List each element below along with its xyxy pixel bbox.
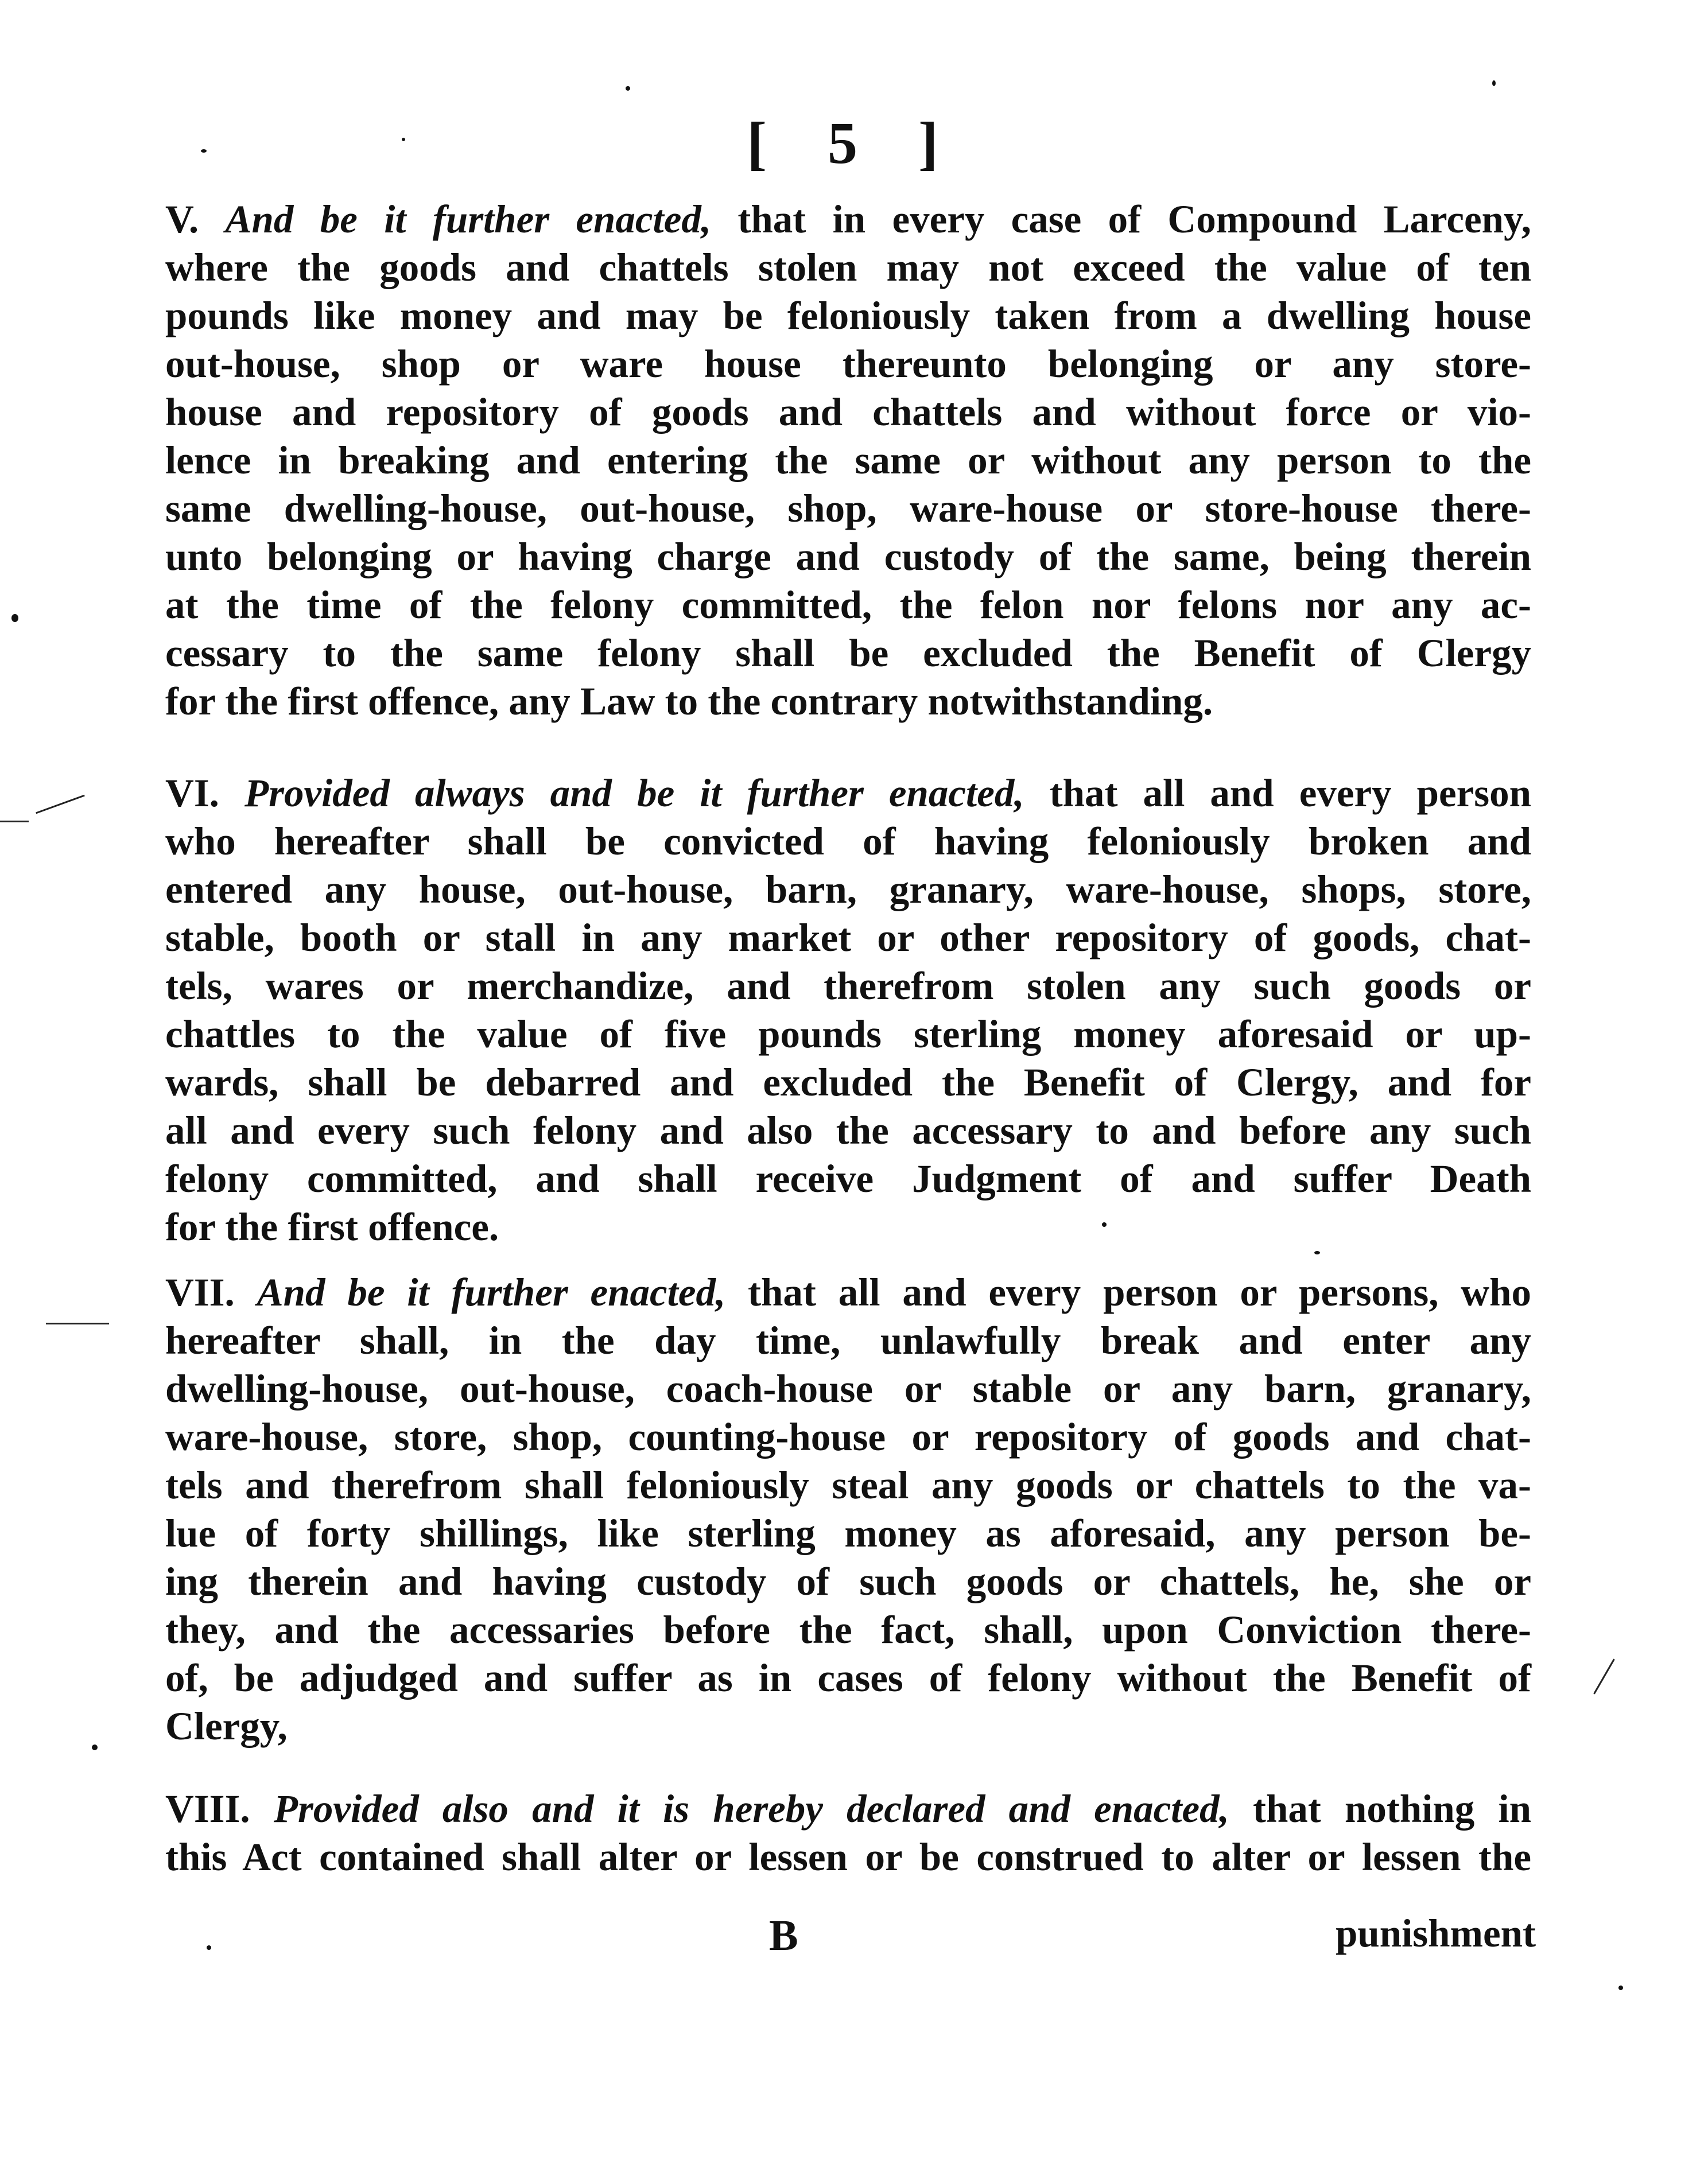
text-line: felony committed, and shall receive Judgment of and suffer Death (165, 1157, 1531, 1200)
text-line: pounds like money and may be feloniously taken from a dwelling house (165, 294, 1531, 337)
text-line: they, and the accessaries before the fact, shall, upon Conviction there- (165, 1608, 1531, 1652)
text-line: that all and every person (1049, 771, 1531, 815)
section-first-line (165, 195, 1531, 243)
text-line: that in every case of Compound Larceny, (737, 197, 1531, 241)
text-line: Clergy, (165, 1704, 288, 1748)
section-v (165, 195, 1531, 725)
section-numeral: VII. (165, 1271, 235, 1314)
text-line: dwelling-house, out-house, coach-house or stable or any barn, granary, (165, 1367, 1531, 1411)
section-numeral: V. (165, 197, 199, 241)
text-line: ware-house, store, shop, counting-house or repository of goods and chat- (165, 1415, 1531, 1459)
section-vi (165, 769, 1531, 1251)
text-line: of, be adjudged and suffer as in cases of felony without the Benefit of (165, 1656, 1531, 1700)
text-line: that nothing in (1253, 1787, 1532, 1831)
text-line: for the first offence. (165, 1205, 499, 1249)
text-line: tels, wares or merchandize, and therefrom stolen any such goods or (165, 964, 1531, 1008)
scan-speck (1314, 1251, 1320, 1254)
text-line: where the goods and chattels stolen may not exceed the value of ten (165, 246, 1531, 289)
text-line: same dwelling-house, out-house, shop, ware-house or store-house there- (165, 487, 1531, 530)
scan-speck (207, 1945, 211, 1950)
catchword: punishment (1336, 1911, 1536, 1955)
scan-mark (0, 821, 29, 822)
scan-speck (626, 86, 630, 91)
scan-speck (1618, 1986, 1623, 1990)
text-line: this Act contained shall alter or lessen or be construed to alter or lessen the (165, 1835, 1531, 1879)
section-numeral: VI. (165, 771, 219, 815)
scan-mark (36, 795, 85, 814)
text-line: hereafter shall, in the day time, unlawfully break and enter any (165, 1319, 1531, 1362)
section-vii (165, 1268, 1531, 1750)
text-line: lence in breaking and entering the same or without any person to the (165, 438, 1531, 482)
text-line: entered any house, out-house, barn, granary, ware-house, shops, store, (165, 868, 1531, 911)
section-first-line (165, 1785, 1531, 1833)
section-numeral: VIII. (165, 1787, 250, 1831)
text-line: stable, booth or stall in any market or other repository of goods, chat- (165, 916, 1531, 959)
text-line: for the first offence, any Law to the contrary notwithstanding. (165, 679, 1213, 723)
section-first-line (165, 1268, 1531, 1316)
text-line: cessary to the same felony shall be excluded the Benefit of Clergy (165, 631, 1531, 675)
section-intro: And be it further enacted, (225, 197, 712, 241)
page-number: [ 5 ] (747, 110, 961, 176)
signature-mark: B (769, 1911, 798, 1960)
scan-speck (402, 138, 405, 141)
scan-mark (46, 1323, 109, 1324)
scan-speck (1492, 80, 1496, 86)
section-viii (165, 1785, 1531, 1881)
section-first-line (165, 769, 1531, 817)
scan-speck (92, 1744, 98, 1750)
text-line: all and every such felony and also the accessary to and before any such (165, 1109, 1531, 1152)
text-line: house and repository of goods and chattels and without force or vio- (165, 390, 1531, 434)
scan-speck (11, 614, 18, 622)
scan-speck (201, 149, 207, 153)
scan-speck (1102, 1222, 1107, 1227)
text-line: at the time of the felony committed, the felon nor felons nor any ac- (165, 583, 1531, 627)
text-line: lue of forty shillings, like sterling money as aforesaid, any person be- (165, 1512, 1531, 1555)
text-line: tels and therefrom shall feloniously steal any goods or chattels to the va- (165, 1463, 1531, 1507)
text-line: who hereafter shall be convicted of having feloniously broken and (165, 819, 1531, 863)
section-intro: Provided also and it is hereby declared and enacted, (273, 1787, 1229, 1831)
text-line: ing therein and having custody of such goods or chattels, he, she or (165, 1560, 1531, 1603)
text-line: out-house, shop or ware house thereunto belonging or any store- (165, 342, 1531, 386)
scan-mark (1593, 1658, 1615, 1694)
text-line: unto belonging or having charge and custody of the same, being therein (165, 535, 1531, 578)
text-line: that all and every person or persons, who (748, 1271, 1532, 1314)
section-intro: Provided always and be it further enacted, (244, 771, 1024, 815)
text-line: wards, shall be debarred and excluded the Benefit of Clergy, and for (165, 1060, 1531, 1104)
text-line: chattles to the value of five pounds sterling money aforesaid or up- (165, 1012, 1531, 1056)
section-intro: And be it further enacted, (257, 1271, 726, 1314)
